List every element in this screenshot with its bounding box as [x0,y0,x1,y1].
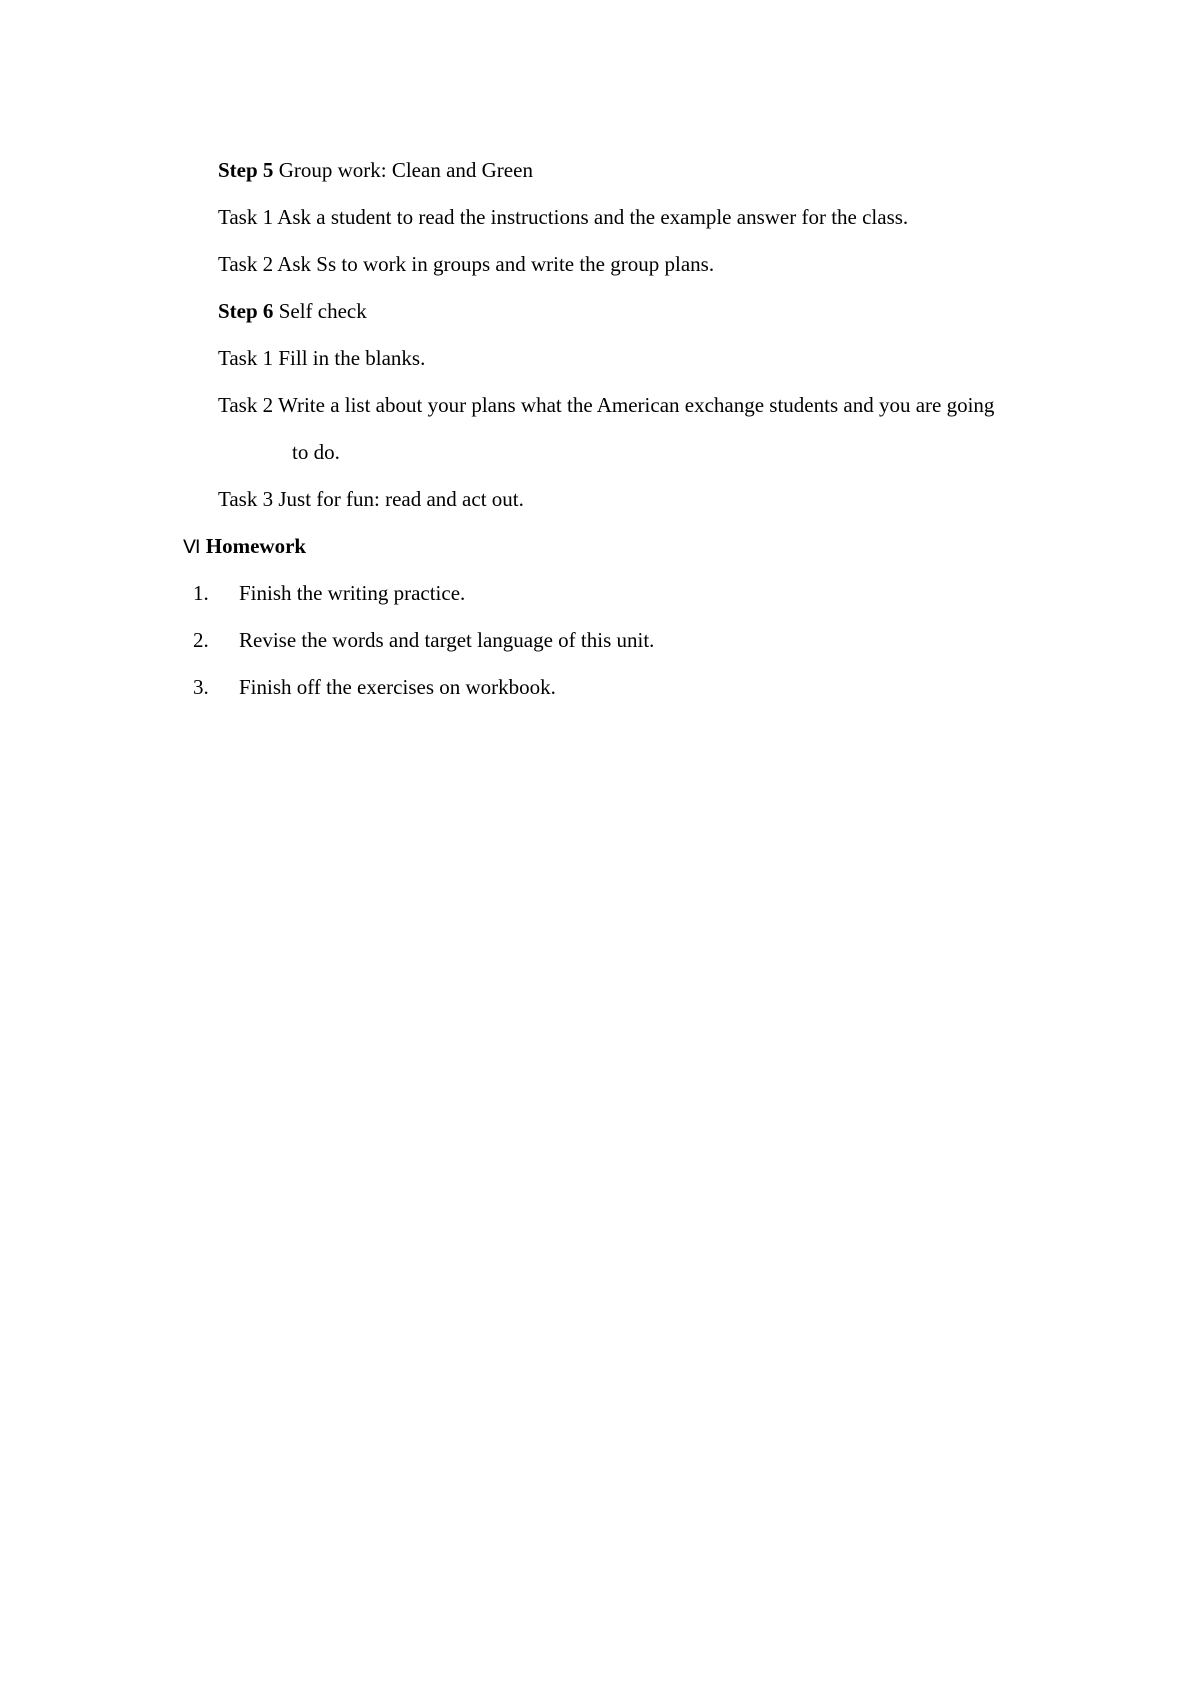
step5-task-1: Task 1 Ask a student to read the instructions and the example answer for the class. [218,205,909,229]
step5-label: Step 5 [218,158,274,182]
homework-item-text: Finish the writing practice. [239,581,466,605]
step5-text: Group work: Clean and Green [278,158,533,182]
step6-text: Self check [278,299,367,323]
homework-item-text: Revise the words and target language of this unit. [239,628,655,652]
homework-heading [183,532,306,561]
step5-task-2: Task 2 Ask Ss to work in groups and write the group plans. [218,252,715,276]
homework-item-number: 3. [193,675,209,699]
step6-task-3: Task 3 Just for fun: read and act out. [218,487,524,511]
step5-heading [218,156,533,184]
homework-item-number: 1. [193,581,209,605]
step6-task-2: Task 2 Write a list about your plans what the American exchange students and you are going [218,393,995,417]
step6-task-1: Task 1 Fill in the blanks. [218,346,426,370]
homework-numeral: Ⅵ [183,536,201,558]
homework-title: Homework [205,534,307,558]
step6-task-2-continued: to do. [292,440,340,464]
homework-item-number: 2. [193,628,209,652]
step6-heading [218,297,367,325]
homework-item-text: Finish off the exercises on workbook. [239,675,556,699]
step6-label: Step 6 [218,299,274,323]
